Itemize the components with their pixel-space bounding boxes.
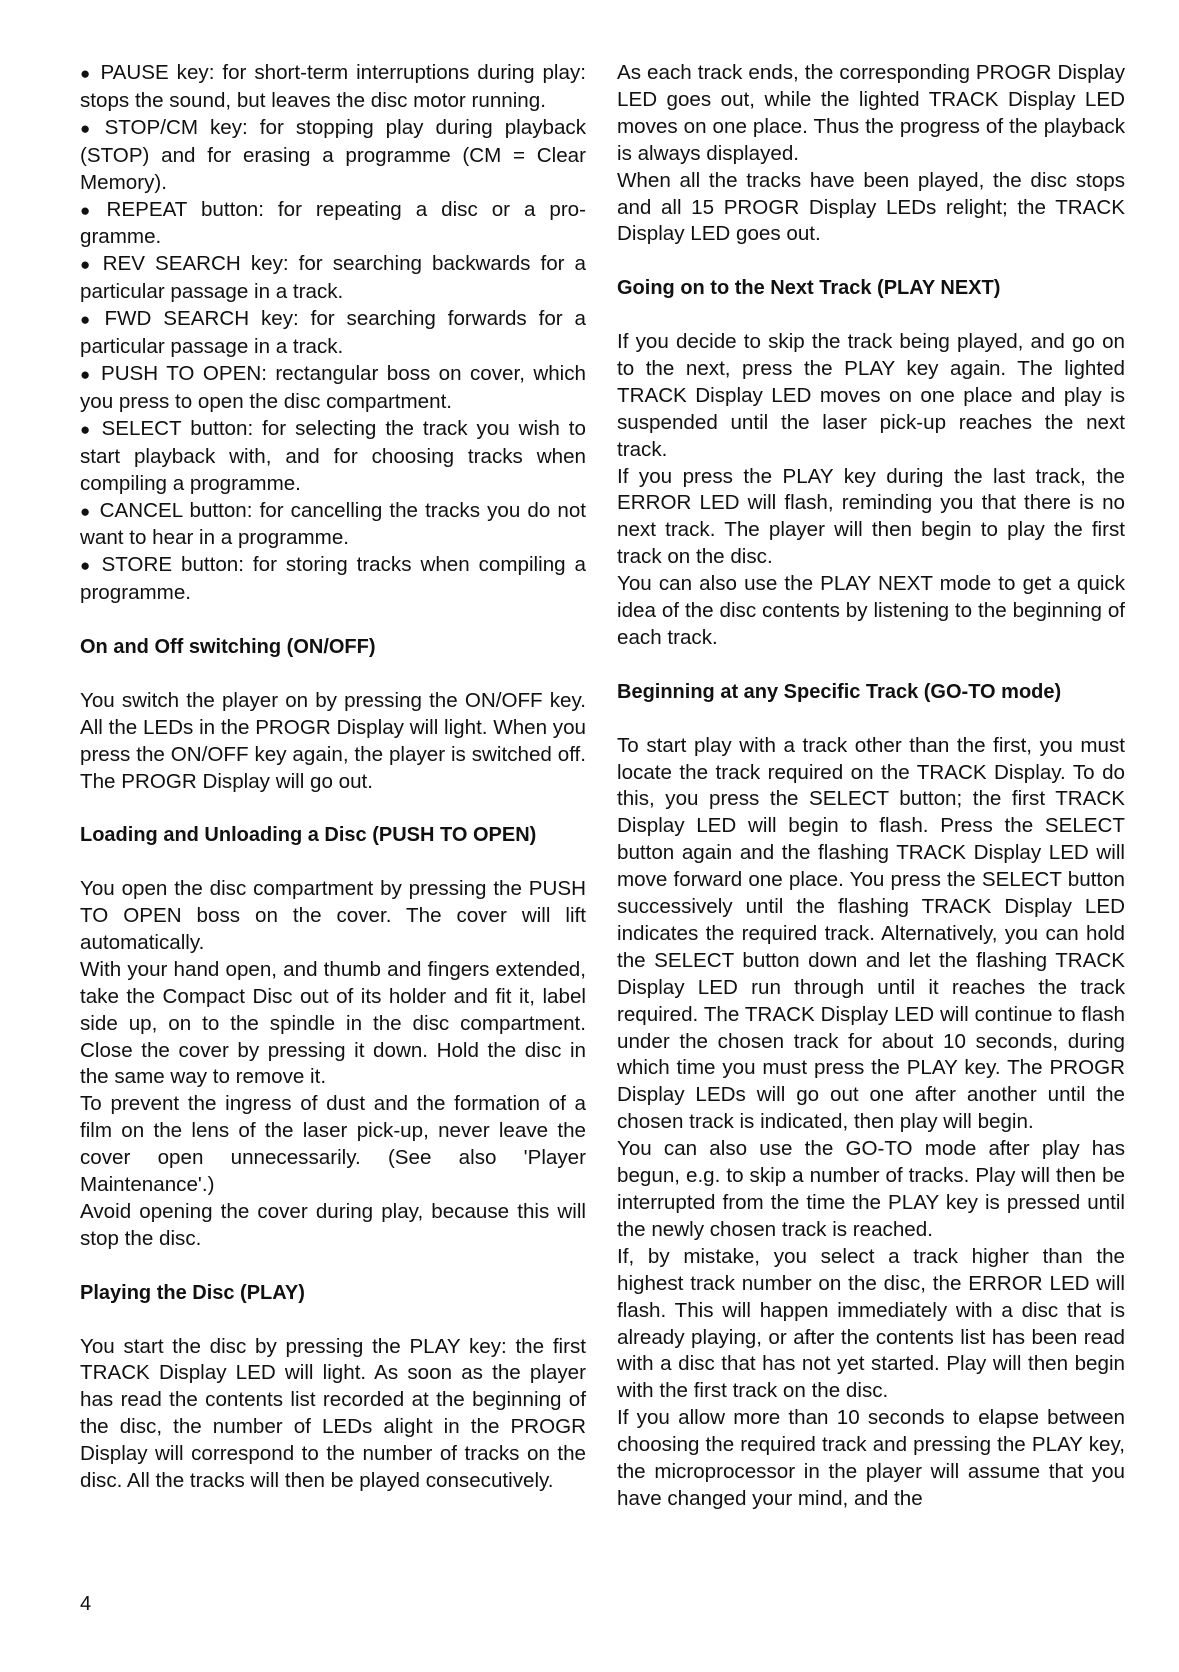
bullet-icon: ● [80,64,93,83]
paragraph: You open the disc compartment by pressing the PUSH TO OPEN boss on the cover. The cover will lift automatically. [80,877,586,954]
bullet-icon: ● [80,364,93,384]
section-heading-loading: Loading and Unloading a Disc (PUSH TO OPEN) [80,824,537,847]
bullet-icon: ● [80,200,99,220]
paragraph: If you press the PLAY key during the last track, the ERROR LED will flash, reminding you that there is no next track. The player will then begin to play the first track on the disc. [617,464,1125,569]
paragraph: You can also use the PLAY NEXT mode to get a quick idea of the disc contents by listening to the beginning of each track. [617,572,1125,649]
section-heading-go-to: Beginning at any Specific Track (GO-TO mode) [617,680,1062,703]
paragraph: You start the disc by pressing the PLAY key: the first TRACK Display LED will light. As soon as the player has read the contents list recorded at the beginning of the disc, the number of LEDs alight in the PROGR Display will correspond to the number of tracks on the disc. All the tracks will then be played consecutively. [80,1334,586,1493]
bullet-item: ● SELECT button: for selecting the track you wish to start playback with, and for choosing tracks when compiling a programme. [80,416,586,495]
left-column [80,60,586,1495]
right-column [617,60,1125,1513]
page-number: 4 [80,1593,92,1615]
bullet-item: ● FWD SEARCH key: for searching forwards for a particular passage in a track. [80,307,586,359]
bullet-item: ● STOP/CM key: for stopping play during playback (STOP) and for erasing a programme (CM = Clear Memory). [80,115,586,194]
paragraph: If you decide to skip the track being played, and go on to the next, press the PLAY key again. The lighted TRACK Display LED moves on one place and play is suspended until the laser pick-up reaches the next track. [617,330,1125,461]
bullet-item: ● REV SEARCH key: for searching backwards for a particular passage in a track. [80,252,587,304]
paragraph: You switch the player on by pressing the ON/OFF key. All the LEDs in the PROGR Display will light. When you press the ON/OFF key again, the player is switched off. The PROGR Display will go out. [80,688,586,793]
section-heading-play-next: Going on to the Next Track (PLAY NEXT) [617,277,1001,300]
bullet-icon: ● [80,310,97,330]
bullet-icon: ● [80,118,97,138]
paragraph: Avoid opening the cover during play, because this will stop the disc. [80,1200,586,1250]
bullet-item: ● PUSH TO OPEN: rectangular boss on cover, which you press to open the disc compartment. [80,361,586,413]
paragraph: When all the tracks have been played, the disc stops and all 15 PROGR Display LEDs relight; the TRACK Display LED goes out. [617,168,1125,246]
paragraph: To prevent the ingress of dust and the formation of a film on the lens of the laser pick-up, never leave the cover open unnecessarily. (See also 'Player Maintenance'.) [80,1092,586,1197]
bullet-item: ● STORE button: for storing tracks when compiling a programme. [80,553,586,605]
section-heading-playing: Playing the Disc (PLAY) [80,1281,305,1304]
paragraph: To start play with a track other than the first, you must locate the track required on the TRACK Display. To do this, you press the SELECT button; the first TRACK Display LED will begin to flash. Press the SELECT button again and the flashing TRACK Display LED will move forward one place. You press the SELECT button successively until the flashing TRACK Display LED indicates the required track. Alternatively, you can hold the SELECT button down and let the flashing TRACK Display LED run through until it reaches the track required. The TRACK Display LED will continue to flash under the chosen track for about 10 seconds, during which time you must press the PLAY key. The PROGR Display LEDs will go out one after another until the chosen track is indicated, then play will begin. [617,733,1125,1134]
bullet-icon: ● [80,255,95,275]
bullet-item: ● REPEAT button: for repeating a disc or a programme. [80,197,586,249]
paragraph: If you allow more than 10 seconds to elapse between choosing the required track and pressing the PLAY key, the microprocessor in the player will assume that you have changed your mind, and the [617,1406,1125,1510]
bullet-icon: ● [80,419,94,439]
bullet-icon: ● [80,556,94,576]
bullet-icon: ● [80,501,92,521]
paragraph: You can also use the GO-TO mode after play has begun, e.g. to skip a number of tracks. Play will then be interrupted from the time the PLAY key is pressed until the newly chosen track is reached. [617,1137,1125,1241]
paragraph: As each track ends, the corresponding PROGR Display LED goes out, while the lighted TRACK Display LED moves on one place. Thus the progress of the playback is always displayed. [617,61,1125,165]
section-heading-on-off: On and Off switching (ON/OFF) [80,636,376,659]
paragraph: With your hand open, and thumb and fingers extended, take the Compact Disc out of its holder and fit it, label side up, on to the spindle in the disc compartment. Close the cover by pressing it down. Hold the disc in the same way to remove it. [80,957,586,1089]
paragraph: If, by mistake, you select a track higher than the highest track number on the disc, the ERROR LED will flash. This will happen immediately with a disc that is already playing, or after the contents list has been read with a disc that has not yet started. Play will then begin with the first track on the disc. [617,1244,1125,1403]
bullet-item: ● PAUSE key: for short-term interruptions during play: stops the sound, but leaves the disc motor running. [80,61,586,112]
bullet-item: ● CANCEL button: for cancelling the tracks you do not want to hear in a programme. [80,498,586,550]
